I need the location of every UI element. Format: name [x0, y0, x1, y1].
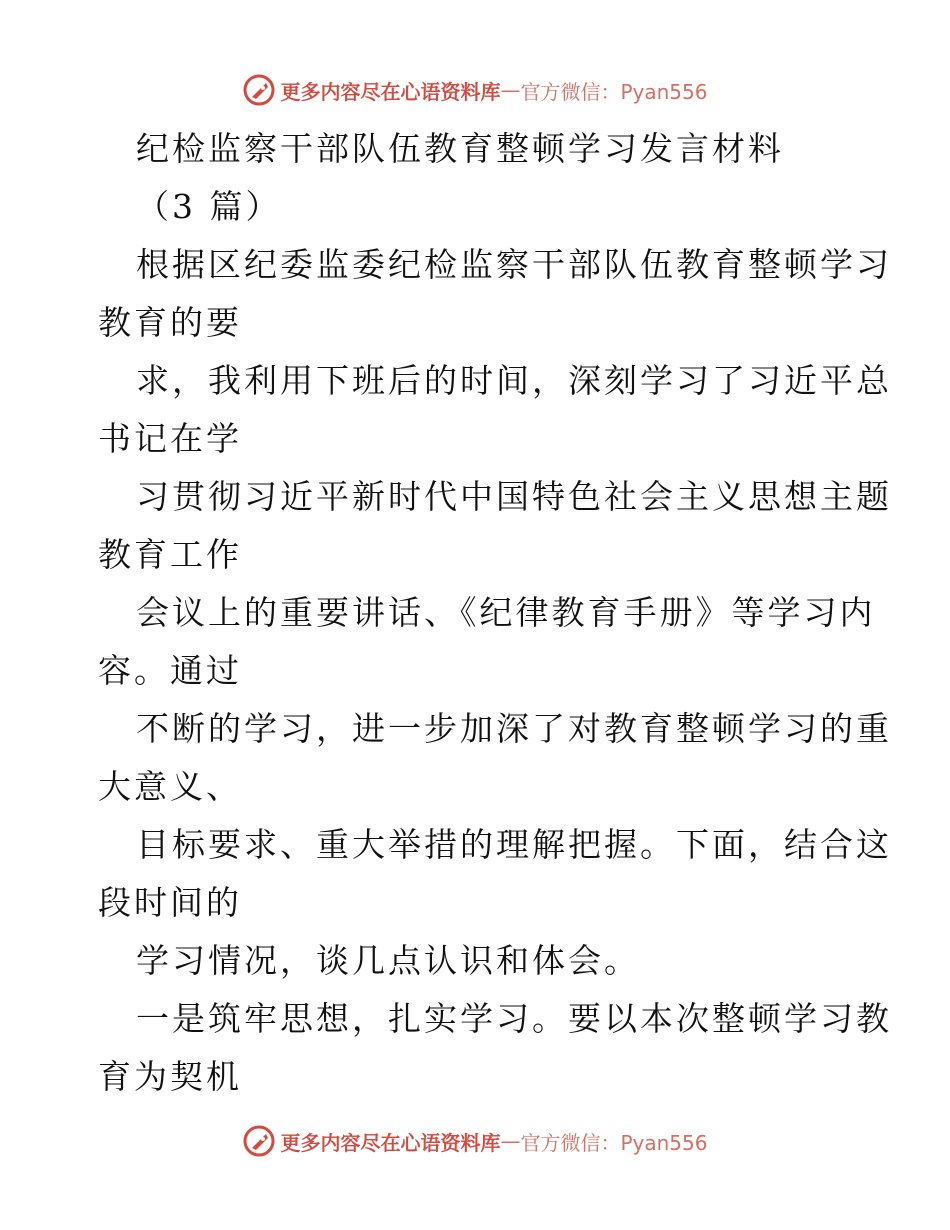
paragraph-line: 书记在学 [98, 419, 242, 458]
paragraph-line: 段时间的 [98, 883, 242, 922]
paragraph-line: 教育工作 [98, 535, 242, 574]
pen-nib-logo-icon [242, 73, 276, 107]
paragraph-line: 目标要求、重大举措的理解把握。下面，结合这 [136, 825, 892, 864]
paragraph-line: 一是筑牢思想，扎实学习。要以本次整顿学习教 [136, 999, 892, 1038]
watermark-dash: — [500, 78, 521, 102]
paragraph-line: 根据区纪委监委纪检监察干部队伍教育整顿学习 [136, 245, 892, 284]
watermark-wechat-text: 官方微信：Pyan556 [520, 1130, 708, 1155]
pen-nib-logo-icon [242, 1124, 276, 1158]
document-body [98, 120, 892, 1106]
watermark-wechat-text: 官方微信：Pyan556 [520, 79, 708, 104]
document-title: 纪检监察干部队伍教育整顿学习发言材料 [136, 129, 784, 168]
footer-watermark [0, 1121, 950, 1161]
paragraph-line: 育为契机 [98, 1057, 242, 1096]
watermark-site-text: 更多内容尽在心语资料库 [280, 1130, 501, 1155]
paragraph-line: 不断的学习，进一步加深了对教育整顿学习的重 [136, 709, 892, 748]
header-watermark [0, 70, 950, 110]
watermark-site-text: 更多内容尽在心语资料库 [280, 79, 501, 104]
paragraph-line: 学习情况，谈几点认识和体会。 [136, 941, 640, 980]
paragraph-line: 大意义、 [98, 767, 242, 806]
paragraph-line: 求，我利用下班后的时间，深刻学习了习近平总 [136, 361, 892, 400]
paragraph-line: 教育的要 [98, 303, 242, 342]
paragraph-line: 容。通过 [98, 651, 242, 690]
paragraph-line: 习贯彻习近平新时代中国特色社会主义思想主题 [136, 477, 892, 516]
document-subtitle: （3 篇） [136, 187, 282, 226]
paragraph-line: 会议上的重要讲话、《纪律教育手册》等学习内 [136, 593, 876, 632]
watermark-dash: — [500, 1129, 521, 1153]
